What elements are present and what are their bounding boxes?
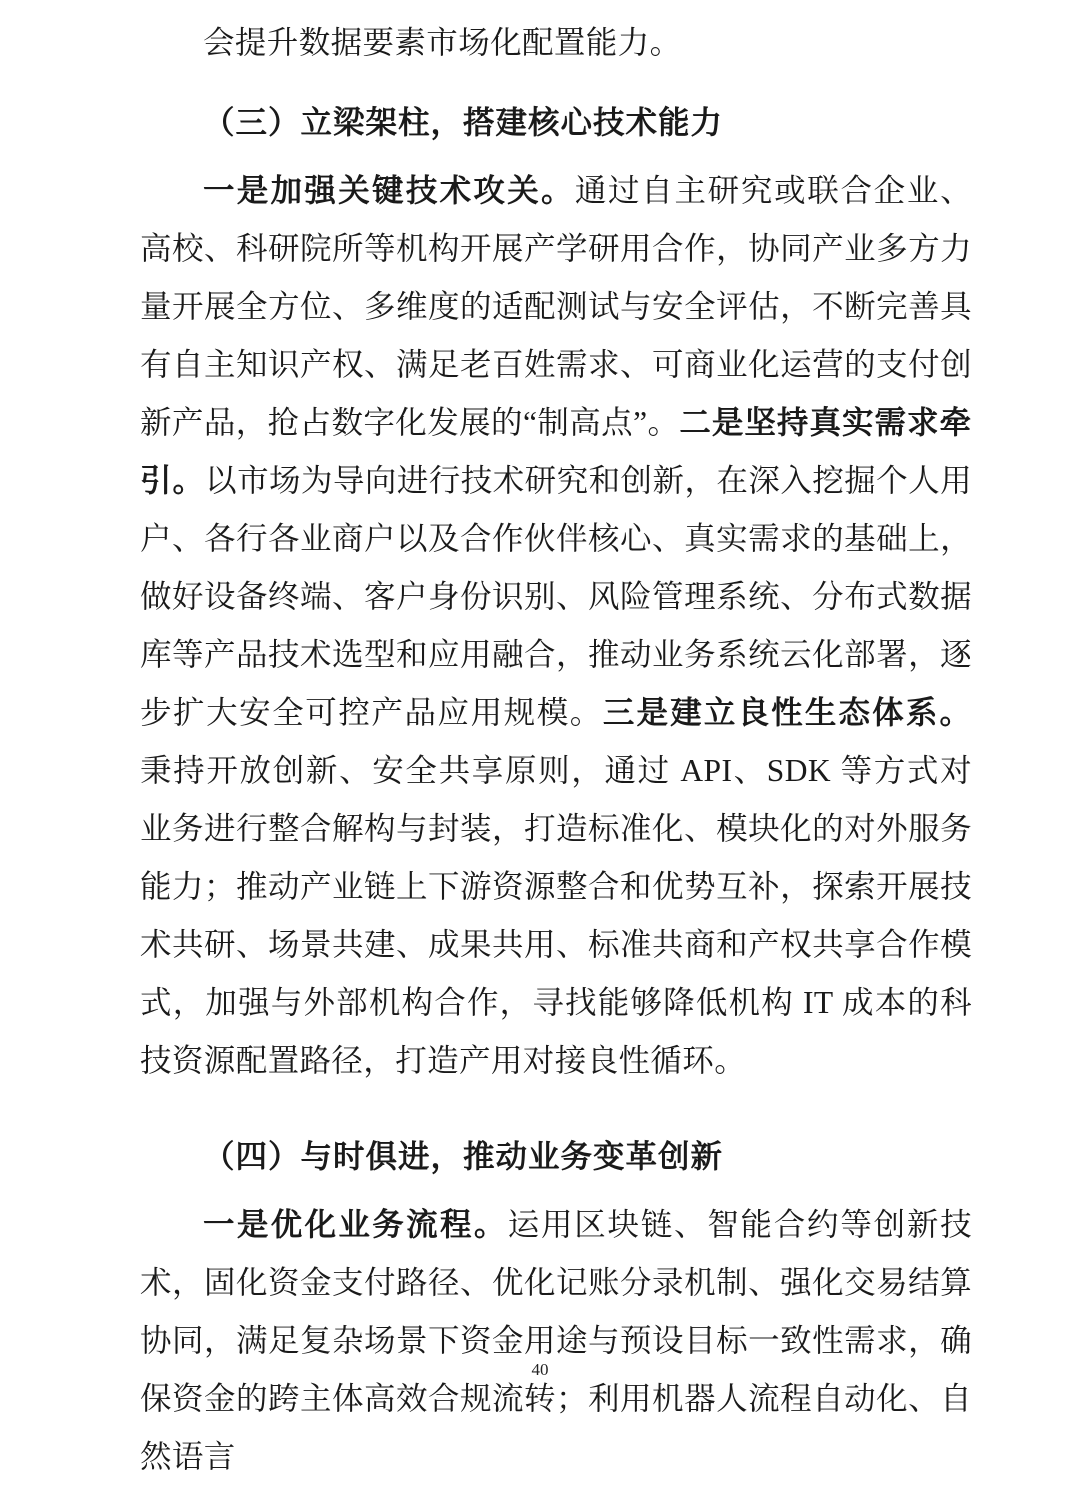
paragraph-lead-four: 一是优化业务流程。 — [203, 1207, 508, 1242]
document-body — [140, 14, 972, 1486]
spacer — [140, 72, 972, 82]
paragraph-text-two: 以市场为导向进行技术研究和创新，在深入挖掘个人用户、各行各业商户以及合作伙伴核心、真实需求的基础上，做好设备终端、客户身份识别、风险管理系统、分布式数据库等产品技术选型和应用融合，推动业务系统云化部署，逐步扩大安全可控产品应用规模。 — [140, 463, 972, 730]
paragraph-section-four — [140, 1196, 972, 1486]
paragraph-text-one: 通过自主研究或联合企业、高校、科研院所等机构开展产学研用合作，协同产业多方力量开展全方位、多维度的适配测试与安全评估，不断完善具有自主知识产权、满足老百姓需求、可商业化运营的支付创新产品，抢占数字化发展的“制高点”。 — [140, 173, 972, 440]
paragraph-lead-one: 一是加强关键技术攻关。 — [203, 173, 575, 208]
paragraph-section-three — [140, 162, 972, 1090]
paragraph-lead-three: 三是建立良性生态体系。 — [602, 695, 972, 730]
page-number: 40 — [531, 1360, 549, 1379]
paragraph-continued: 会提升数据要素市场化配置能力。 — [203, 25, 682, 60]
spacer — [140, 1090, 972, 1116]
paragraph-text-three: 秉持开放创新、安全共享原则，通过 API、SDK 等方式对业务进行整合解构与封装，打造标准化、模块化的对外服务能力；推动产业链上下游资源整合和优势互补，探索开展技术共研、场景共建、成果共用、标准共商和产权共享合作模式，加强与外部机构合作，寻找能够降低机构 IT 成本的科技资源配置路径，打造产用对接良性循环。 — [140, 753, 972, 1078]
section-heading-three: （三）立梁架柱，搭建核心技术能力 — [203, 105, 724, 140]
section-heading-four: （四）与时俱进，推动业务变革创新 — [203, 1139, 724, 1174]
paragraph-text-four: 运用区块链、智能合约等创新技术，固化资金支付路径、优化记账分录机制、强化交易结算协同，满足复杂场景下资金用途与预设目标一致性需求，确保资金的跨主体高效合规流转；利用机器人流程自动化、自然语言 — [140, 1207, 972, 1474]
paragraph-lead-two: 二是坚持真实需求牵引。 — [140, 405, 972, 498]
